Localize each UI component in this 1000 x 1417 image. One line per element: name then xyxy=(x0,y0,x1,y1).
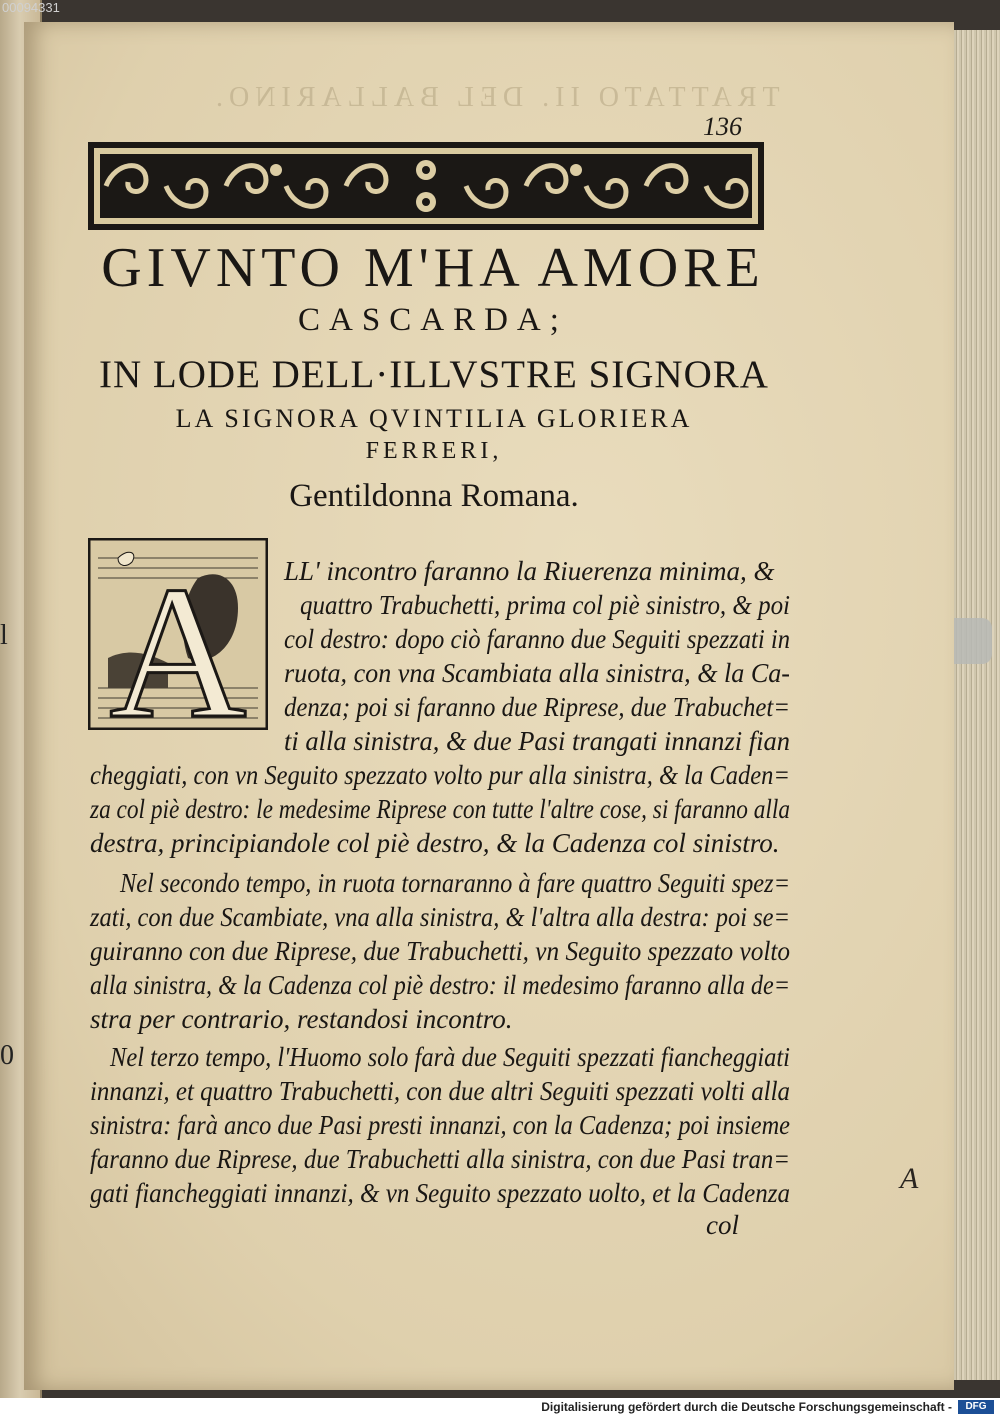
body-line: quattro Trabuchetti, prima col piè sinistro, & poi xyxy=(300,590,790,620)
body-line: guiranno con due Riprese, due Trabuchetti, vn Seguito spezzato volto xyxy=(90,936,790,966)
title-line-3: IN LODE DELL·ILLVSTRE SIGNORA xyxy=(99,353,769,396)
body-line: gati fiancheggiati innanzi, & vn Seguito spezzato uolto, et la Cadenza xyxy=(90,1178,790,1208)
page-edges xyxy=(953,30,1000,1380)
body-line: Nel secondo tempo, in ruota tornaranno à fare quattro Seguiti spez= xyxy=(120,868,790,898)
decorated-initial xyxy=(88,538,268,730)
left-page-mark: 0 xyxy=(0,1040,14,1071)
title-line-1: GIVNTO M'HA AMORE xyxy=(101,237,765,299)
catchword: col xyxy=(706,1210,739,1240)
body-line: destra, principiandole col piè destro, & la Cadenza col sinistro. xyxy=(90,828,780,858)
footer-bar xyxy=(0,1398,1000,1417)
body-line: sinistra: farà anco due Pasi presti innanzi, con la Cadenza; poi insieme xyxy=(90,1110,790,1140)
body-line: innanzi, et quattro Trabuchetti, con due altri Seguiti spezzati volti alla xyxy=(90,1076,790,1106)
title-line-2: CASCARDA; xyxy=(298,302,568,338)
show-through-text: TRATTATO II. DEL BALLARINO. xyxy=(210,82,780,113)
body-line: cheggiati, con vn Seguito spezzato volto pur alla sinistra, & la Caden= xyxy=(90,760,790,790)
body-line: LL' incontro faranno la Riuerenza minima, & xyxy=(284,556,775,586)
body-line: faranno due Riprese, due Trabuchetti alla sinistra, con due Pasi tran= xyxy=(90,1144,790,1174)
signature-mark: A xyxy=(900,1162,919,1195)
body-line: col destro: dopo ciò faranno due Seguiti spezzati in xyxy=(284,624,790,654)
page-number: 136 xyxy=(703,112,742,141)
body-line: alla sinistra, & la Cadenza col piè destro: il medesimo faranno alla de= xyxy=(90,970,790,1000)
ornamental-headpiece xyxy=(86,140,766,232)
body-line: denza; poi si faranno due Riprese, due Trabuchet= xyxy=(284,692,790,722)
initial-letter: A xyxy=(109,548,247,730)
left-page-mark: l xyxy=(0,620,8,651)
body-line: Nel terzo tempo, l'Huomo solo farà due Seguiti spezzati fiancheggiati xyxy=(110,1042,790,1072)
body-line: stra per contrario, restandosi incontro. xyxy=(90,1004,513,1034)
title-line-4: LA SIGNORA QVINTILIA GLORIERA xyxy=(175,404,693,433)
title-line-6: Gentildonna Romana. xyxy=(289,478,579,514)
dfg-logo: DFG xyxy=(958,1400,994,1414)
body-line: ruota, con vna Scambiata alla sinistra, & la Ca- xyxy=(284,658,790,688)
scan-id: 00094331 xyxy=(2,0,60,15)
body-line: zati, con due Scambiate, vna alla sinistra, & l'altra alla destra: poi se= xyxy=(90,902,790,932)
footer-credit: Digitalisierung gefördert durch die Deutsche Forschungsgemeinschaft - xyxy=(541,1400,952,1414)
title-line-5: FERRERI, xyxy=(365,438,503,464)
body-line: za col piè destro: le medesime Riprese con tutte l'altre cose, si faranno alla xyxy=(90,794,790,824)
body-line: ti alla sinistra, & due Pasi trangati innanzi fian xyxy=(284,726,790,756)
